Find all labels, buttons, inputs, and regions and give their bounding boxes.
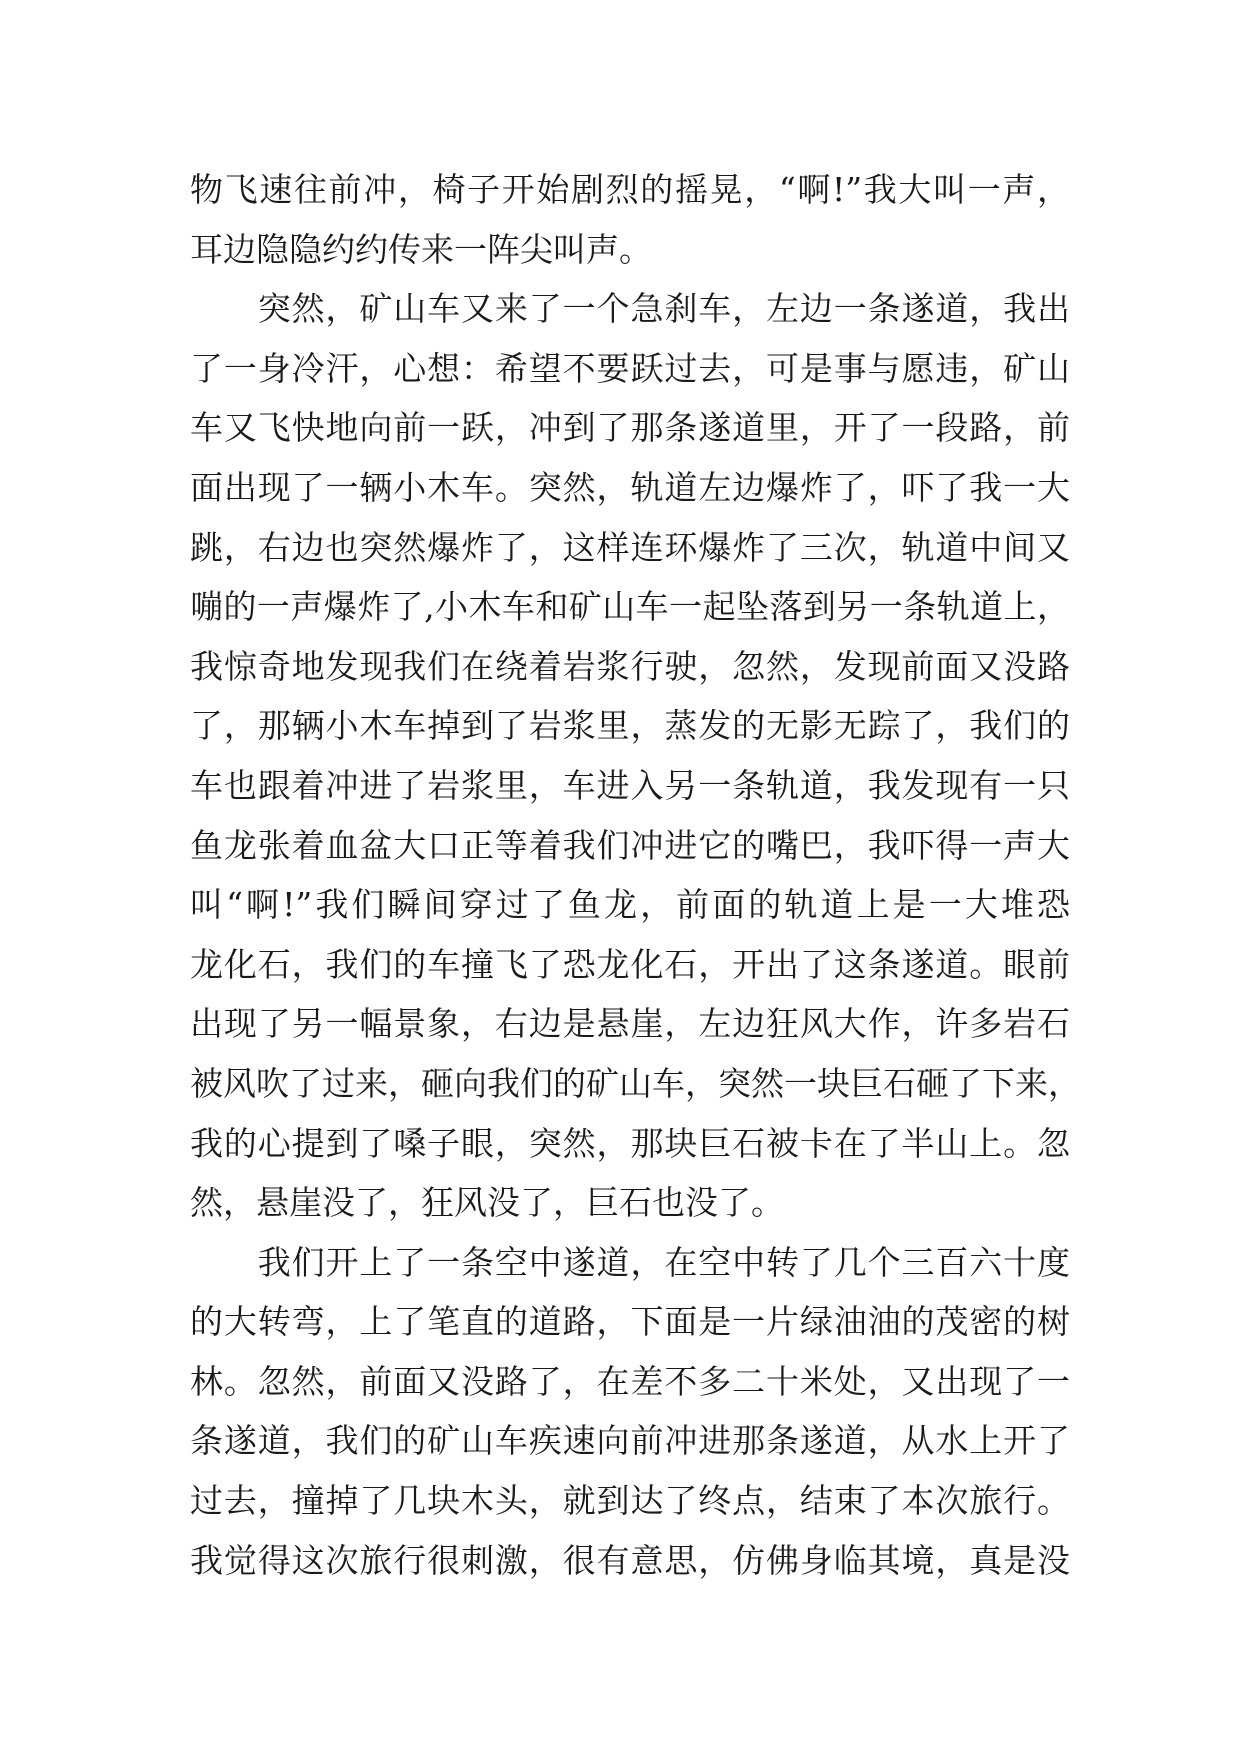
text-line: 然，悬崖没了，狂风没了，巨石也没了。 <box>190 1183 784 1223</box>
text-line: 过去，撞掉了几块木头，就到达了终点，结束了本次旅行。 <box>190 1481 1070 1521</box>
text-line: 了一身冷汗，心想：希望不要跃过去，可是事与愿违，矿山 <box>190 348 1070 388</box>
text-line: 耳边隐隐约约传来一阵尖叫声。 <box>190 229 652 269</box>
text-line: 我的心提到了嗓子眼，突然，那块巨石被卡在了半山上。忽 <box>190 1123 1070 1163</box>
text-line: 鱼龙张着血盆大口正等着我们冲进它的嘴巴，我吓得一声大 <box>190 825 1070 865</box>
text-line: 车也跟着冲进了岩浆里，车进入另一条轨道，我发现有一只 <box>190 765 1070 805</box>
text-line: 叫“啊!”我们瞬间穿过了鱼龙，前面的轨道上是一大堆恐 <box>190 885 1070 925</box>
text-line: 面出现了一辆小木车。突然，轨道左边爆炸了，吓了我一大 <box>190 467 1070 507</box>
text-line: 龙化石，我们的车撞飞了恐龙化石，开出了这条遂道。眼前 <box>190 944 1070 984</box>
text-line: 我惊奇地发现我们在绕着岩浆行驶，忽然，发现前面又没路 <box>190 646 1070 686</box>
text-line: 我觉得这次旅行很刺激，很有意思，仿佛身临其境，真是没 <box>190 1540 1070 1580</box>
text-line: 车又飞快地向前一跃，冲到了那条遂道里，开了一段路，前 <box>190 408 1070 448</box>
text-line: 条遂道，我们的矿山车疾速向前冲进那条遂道，从水上开了 <box>190 1421 1070 1461</box>
text-line: 出现了另一幅景象，右边是悬崖，左边狂风大作，许多岩石 <box>190 1004 1070 1044</box>
text-line: 的大转弯，上了笔直的道路，下面是一片绿油油的茂密的树 <box>190 1302 1070 1342</box>
text-line: 跳，右边也突然爆炸了，这样连环爆炸了三次，轨道中间又 <box>190 527 1070 567</box>
text-line: 被风吹了过来，砸向我们的矿山车，突然一块巨石砸了下来， <box>190 1063 1081 1103</box>
body-text <box>190 160 1081 1590</box>
text-line: 嘣的一声爆炸了,小木车和矿山车一起坠落到另一条轨道上， <box>190 587 1070 627</box>
text-line: 我们开上了一条空中遂道，在空中转了几个三百六十度 <box>190 1242 1070 1282</box>
text-line: 突然，矿山车又来了一个急刹车，左边一条遂道，我出 <box>190 289 1070 329</box>
text-line: 了，那辆小木车掉到了岩浆里，蒸发的无影无踪了，我们的 <box>190 706 1070 746</box>
text-line: 林。忽然，前面又没路了，在差不多二十米处，又出现了一 <box>190 1361 1070 1401</box>
text-line: 物飞速往前冲，椅子开始剧烈的摇晃，“啊!”我大叫一声， <box>190 170 1070 209</box>
